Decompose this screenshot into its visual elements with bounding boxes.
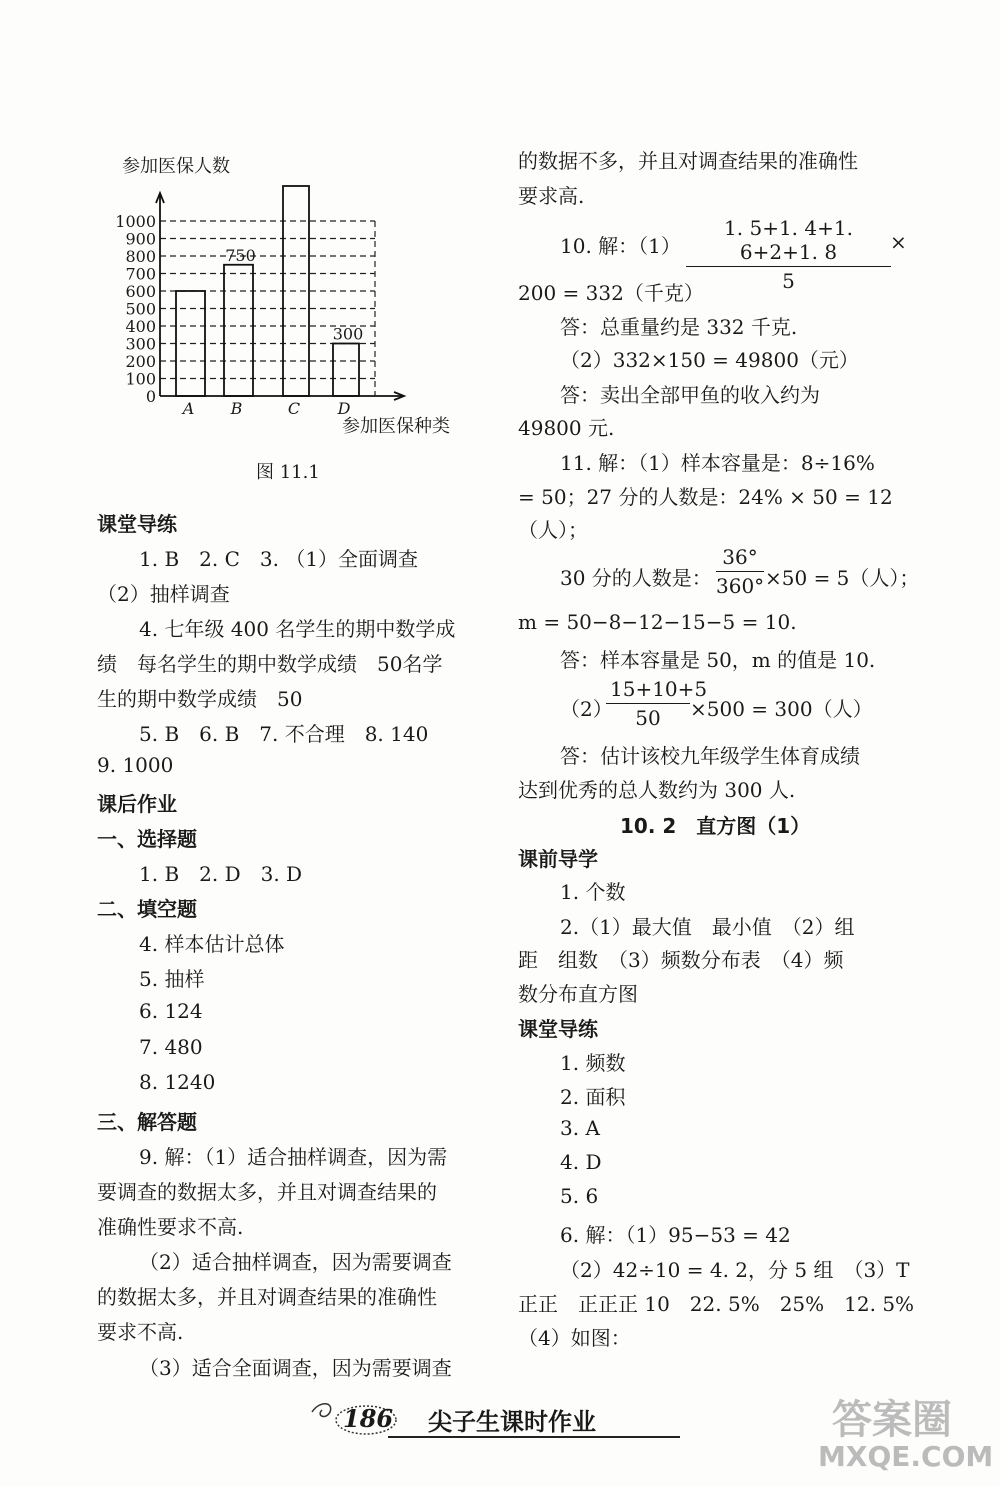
bar xyxy=(333,344,359,397)
answer-line: 4. 样本估计总体 xyxy=(139,932,285,956)
data-label: 300 xyxy=(332,324,364,344)
answer-line: 2. 面积 xyxy=(560,1085,626,1109)
heading-keqian: 课前导学 xyxy=(518,847,598,871)
fraction-numerator: 1. 5+1. 4+1. 6+2+1. 8 xyxy=(724,216,853,264)
y-tick-label: 500 xyxy=(125,299,156,319)
answer-line: 数分布直方图 xyxy=(518,982,638,1006)
heading-ketang: 课堂导练 xyxy=(97,512,177,536)
answer-line: （人）； xyxy=(518,518,588,542)
answer-line: 1. B 2. D 3. D xyxy=(139,862,303,886)
answer-line: （3）适合全面调查，因为需要调查 xyxy=(139,1356,452,1380)
fraction xyxy=(716,545,764,598)
x-tick-label: C xyxy=(287,399,301,418)
watermark-text: 答案圈 xyxy=(832,1397,952,1443)
answer-line: （2） xyxy=(560,697,613,721)
answer-line: （2）332×150 = 49800（元） xyxy=(560,348,859,372)
heading-jieda: 三、解答题 xyxy=(97,1110,197,1134)
answer-line: 30 分的人数是： xyxy=(560,566,712,590)
answer-line: 的数据不多，并且对调查结果的准确性 xyxy=(518,149,858,173)
answer-line: 要求高. xyxy=(518,184,585,208)
fraction-bar xyxy=(716,571,764,572)
answer-line: 200 = 332（千克） xyxy=(518,281,704,305)
answer-line: 生的期中数学成绩 50 xyxy=(97,687,303,711)
answer-line: 4. 七年级 400 名学生的期中数学成 xyxy=(139,617,456,641)
heading-kehou: 课后作业 xyxy=(97,792,177,816)
y-tick-label: 0 xyxy=(145,387,156,406)
answer-line: （2）适合抽样调查，因为需要调查 xyxy=(139,1250,452,1274)
answer-line: 10. 解：（1） xyxy=(560,234,681,258)
book-title: 尖子生课时作业 xyxy=(428,1408,596,1436)
y-tick-label: 400 xyxy=(125,317,156,336)
answer-line: 答：总重量约是 332 千克. xyxy=(560,315,798,339)
y-tick-label: 900 xyxy=(125,229,156,249)
answer-line: 2.（1）最大值 最小值 （2）组 xyxy=(560,915,855,939)
answer-line: 要求不高. xyxy=(97,1320,184,1344)
y-tick-label: 100 xyxy=(125,369,156,389)
fraction-denominator: 360° xyxy=(716,574,765,598)
answer-line: 要调查的数据太多，并且对调查结果的 xyxy=(97,1180,437,1204)
answer-line: 5. 6 xyxy=(560,1184,599,1208)
answer-line: × xyxy=(890,230,907,254)
answer-line: = 50；27 分的人数是：24% × 50 = 12 xyxy=(518,485,893,509)
answer-line: 5. 抽样 xyxy=(139,967,205,991)
y-tick-label: 200 xyxy=(125,352,156,371)
answer-line: 的数据太多，并且对调查结果的准确性 xyxy=(97,1285,437,1309)
fraction-bar xyxy=(606,703,690,704)
page-number: 186 xyxy=(343,1404,394,1433)
y-tick-label: 600 xyxy=(125,282,156,301)
bar xyxy=(224,265,253,396)
chart-xlabel: 参加医保种类 xyxy=(342,416,450,437)
x-tick-label: A xyxy=(182,399,195,418)
x-tick-label: D xyxy=(337,399,351,418)
answer-line: 正正 正正正 10 22. 5% 25% 12. 5% xyxy=(518,1292,915,1316)
answer-line: 3. A xyxy=(560,1116,600,1140)
heading-tiankong: 二、填空题 xyxy=(97,897,197,921)
answer-line: 距 组数 （3）频数分布表 （4）频 xyxy=(518,948,844,972)
answer-line: 答：卖出全部甲鱼的收入约为 xyxy=(560,383,820,407)
answer-line: 9. 1000 xyxy=(97,753,174,777)
answer-line: m = 50−8−12−15−5 = 10. xyxy=(518,610,797,634)
answer-line: 6. 解：（1）95−53 = 42 xyxy=(560,1223,791,1247)
y-tick-label: 1000 xyxy=(115,212,156,231)
figure-caption: 图 11.1 xyxy=(256,462,320,483)
answer-line: 准确性要求不高. xyxy=(97,1215,244,1239)
fraction xyxy=(686,216,891,293)
answer-line: 6. 124 xyxy=(139,999,203,1023)
heading-xuanze: 一、选择题 xyxy=(97,827,197,851)
answer-line: 9. 解：（1）适合抽样调查，因为需 xyxy=(139,1145,448,1169)
data-label: 750 xyxy=(225,245,256,265)
answer-line: 答：样本容量是 50，m 的值是 10. xyxy=(560,648,876,672)
fraction-denominator: 50 xyxy=(635,706,661,730)
chart-ylabel: 参加医保人数 xyxy=(122,156,230,177)
answer-line: 绩 每名学生的期中数学成绩 50名学 xyxy=(97,652,443,676)
answer-line: 1. 个数 xyxy=(560,880,626,904)
answer-line: 7. 480 xyxy=(139,1035,203,1059)
answer-line: 5. B 6. B 7. 不合理 8. 140 xyxy=(139,722,429,746)
answer-line: 11. 解：（1）样本容量是：8÷16% xyxy=(560,451,875,475)
section-title: 10. 2 直方图（1） xyxy=(620,814,811,838)
answer-line: 8. 1240 xyxy=(139,1070,216,1094)
answer-line: 49800 元. xyxy=(518,416,615,440)
x-tick-label: B xyxy=(230,399,243,418)
fraction-numerator: 36° xyxy=(722,545,758,569)
answer-line: 1. B 2. C 3. （1）全面调查 xyxy=(139,547,419,571)
watermark-url: MXQE.COM xyxy=(818,1440,994,1473)
answer-line: ×500 = 300（人） xyxy=(690,697,873,721)
answer-line: （2）42÷10 = 4. 2，分 5 组 （3）T xyxy=(560,1258,910,1282)
answer-line: （4）如图： xyxy=(518,1326,631,1350)
fraction-denominator: 5 xyxy=(782,269,795,293)
y-tick-label: 700 xyxy=(125,264,156,284)
fraction-numerator: 15+10+5 xyxy=(610,677,708,701)
y-tick-label: 300 xyxy=(125,334,156,354)
heading-ketang2: 课堂导练 xyxy=(518,1017,598,1041)
answer-line: 达到优秀的总人数约为 300 人. xyxy=(518,778,796,802)
fraction-bar xyxy=(686,266,891,267)
footer-rule xyxy=(388,1436,680,1438)
answer-line: 答：估计该校九年级学生体育成绩 xyxy=(560,744,860,768)
answer-line: 4. D xyxy=(560,1150,602,1174)
answer-line: ×50 = 5（人）； xyxy=(765,566,920,590)
y-tick-label: 800 xyxy=(125,247,156,266)
fraction xyxy=(606,677,708,730)
answer-line: 1. 频数 xyxy=(560,1051,626,1075)
answer-line: （2）抽样调查 xyxy=(97,582,230,606)
